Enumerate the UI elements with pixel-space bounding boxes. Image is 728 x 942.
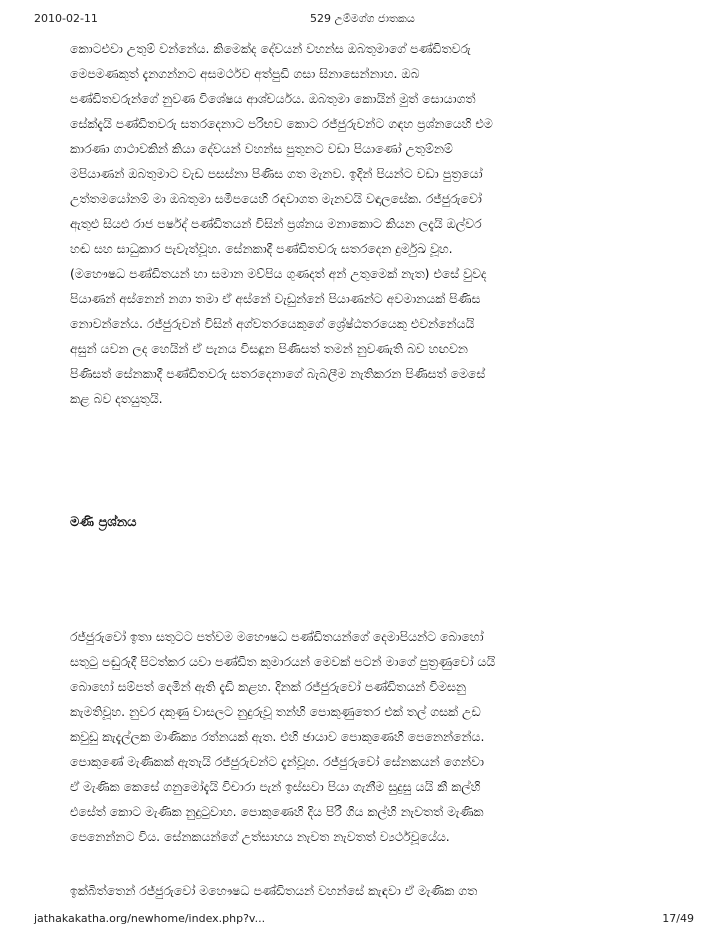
text-line: කොටඑවා උතුම් වන්නේය. කිමෙක්ද දේවයන් වහන්ස ඔබතුමාගේ පණ්ඩිතවරු xyxy=(70,41,471,56)
text-line: මෙපමණකුත් දැනගන්නට අසමර්ථව අත්පුඩි ගසා සිනාසෙන්නාහ. ඔබ xyxy=(70,66,420,81)
text-line: ඇතුළු සියළු රාජ පර්ෂද් පණ්ඩිතයන් විසින් ප්‍රශ්නය මනාකොට කියන ලදැයි ඔල්වර xyxy=(70,216,482,231)
paragraph-3 xyxy=(70,878,646,903)
section-heading: මණි ප්‍රශ්නය xyxy=(70,515,137,530)
text-line: කළ බව දතයුතුයි. xyxy=(70,391,163,406)
footer-page-number: 17/49 xyxy=(662,912,694,925)
text-line: පොකුණේ මැණිකක් ඇතැයි රජ්ජුරුවන්ට දැන්වූහ. රජ්ජුරුවෝ සේනකයන් ගෙන්වා xyxy=(70,754,484,769)
text-line: පියාණන් අස්නෙන් නගා තමා ඒ අස්නේ වැඩුන්නේ පියාණන්ට අවමානයක් පිණිස xyxy=(70,291,481,306)
text-line: අසුන් යවන ලද හෙයින් ඒ පැනය විසඳූන පිණිසත් තමන් නුවණැති බව හඟවන xyxy=(70,341,468,356)
text-line: පණ්ඩිතවරුන්ගේ නුවණ විශේෂය ආශ්චර්යය. ඔබතුමා කොයින් මුත් සොයාගත් xyxy=(70,91,476,106)
text-line: මපියාණන් ඔබතුමාට වැඩ පසස්නා පිණිස ගත මැනව. ඉදින් පියන්ට වඩා පුත්‍රයෝ xyxy=(70,166,483,181)
paragraph-2 xyxy=(70,624,646,849)
paragraph-1 xyxy=(70,36,646,411)
text-line: පිණිසත් සේනකාදී පණ්ඩිතවරු සතරදෙනාගේ බැබලීම නැතිකරන පිණිසත් මෙසේ xyxy=(70,366,486,381)
text-line: එසේත් කොට මැණික නුදුටුවාහ. පොකුණෙහි දිය පිරී ගිය කල්හි නැවතත් මැණික xyxy=(70,804,484,819)
text-line: පෙනෙන්නට විය. සේනකයන්ගේ උත්සාහය නැවත නැවතත් ව්‍යර්ථවූයේය. xyxy=(70,829,450,844)
text-line: කවුඩු කැදැල්ලක මාණික්‍ය රත්නයක් ඇත. එහි ඡායාව පොකුණෙහි පෙනෙන්නේය. xyxy=(70,729,485,744)
text-line: නොවන්නේය. රජ්ජුරුවන් විසින් අග්වතරයෙකුගේ ශ්‍රේෂ්ඨතරයෙකු එවන්නේයයි xyxy=(70,316,475,331)
text-line: බොහෝ සම්පත් දෙමින් ඇති දැඩි කළහ. දිනක් රජ්ජුරුවෝ පණ්ඩිතයන් විමසනු xyxy=(70,679,466,694)
text-line: කැමතිවූහ. නුවර දකුණු වාසලට නුදුරුවූ තන්හි පොකුණුතෙර එක් තල් ගසක් උඩ xyxy=(70,704,481,719)
text-line: රජ්ජුරුවෝ ඉතා සතුටට පත්වම මහෞෂධ පණ්ඩිතයන්ගේ දෙමාපියන්ට බොහෝ xyxy=(70,629,484,644)
text-line: හඬ සහ සාධුකාර පැවැත්වූහ. සේනකාදී පණ්ඩිතවරු සතරදෙන දුර්මුඛ වූහ. xyxy=(70,241,453,256)
text-line: ඉක්බිත්තෙන් රජ්ජුරුවෝ මහෞෂධ පණ්ඩිතයන් වහන්සේ කැඳවා ඒ මැණික ගත xyxy=(70,883,478,898)
footer-url: jathakakatha.org/newhome/index.php?v... xyxy=(34,912,266,925)
header-date: 2010-02-11 xyxy=(34,12,98,25)
text-line: කාරණා ගාථාවකින් කියා දේවයන් වහන්ස පුතුනට වඩා පියාණෝ උතුම්නම් xyxy=(70,141,453,156)
text-line: සේක්දැයි පණ්ඩිතවරු සතරදෙනාට පරිභව කොට රජ්ජුරුවන්ට ගඳහ ප්‍රශ්නයෙහි එම xyxy=(70,116,493,131)
text-line: උත්තමයෝනම් මා ඔබතුමා සමීපයෙහි රඳවාගත මැනවයි වඳාලසේක. රජ්ජුරුවෝ xyxy=(70,191,482,206)
header-title: 529 උම්මග්ග ජාතකය xyxy=(310,12,415,25)
text-line: සතුටු පඬුරුදී පිටත්කර යවා පණ්ඩිත කුමාරයන් මෙවක් පටන් මාගේ පුත්‍රණුවෝ යයි xyxy=(70,654,496,669)
text-line: ඒ මැණික කෙසේ ගනුමෝදැයි විචාරා පැන් ඉස්සවා පියා ගැනීම සුදුසු යයි කී කල්හි xyxy=(70,779,481,794)
text-line: (මහෞෂධ පණ්ඩිතයන් හා සමාන මව්පිය ගුණදත් අන් උතුමෙක් නැත) එසේ වුවද xyxy=(70,266,487,281)
